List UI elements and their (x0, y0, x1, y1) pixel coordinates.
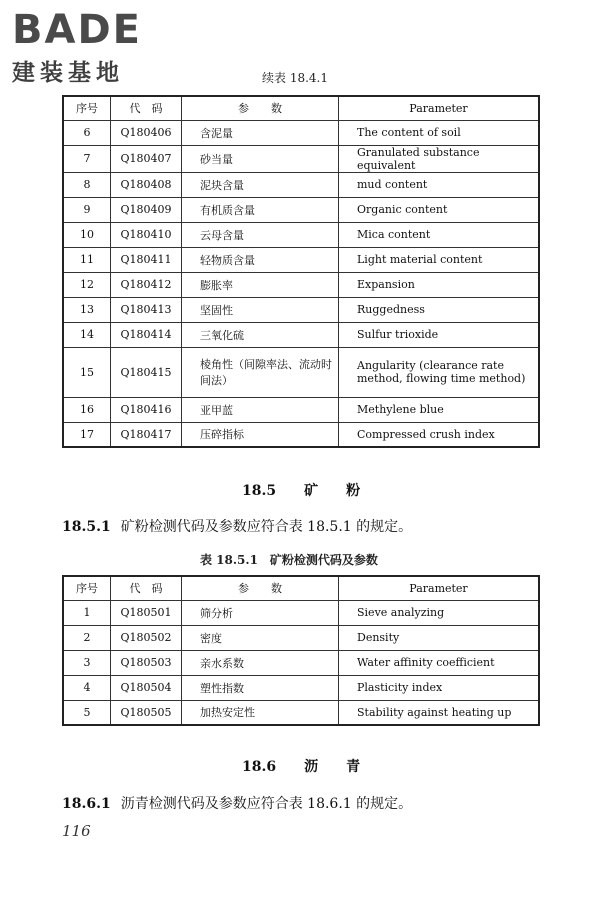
cell-param: 膨胀率 (182, 272, 339, 297)
cell-en: Granulated substance equivalent (339, 145, 540, 172)
cell-no: 9 (63, 197, 111, 222)
logo-word: BADE (12, 7, 142, 53)
section-18-5-title (242, 480, 360, 500)
table-row (63, 322, 539, 347)
cell-code: Q180406 (111, 120, 182, 145)
cell-code: Q180407 (111, 145, 182, 172)
cell-code: Q180502 (111, 625, 182, 650)
cell-param: 砂当量 (182, 145, 339, 172)
cell-code: Q180413 (111, 297, 182, 322)
cell-code: Q180416 (111, 397, 182, 422)
cell-en: Mica content (339, 222, 540, 247)
cell-param: 轻物质含量 (182, 247, 339, 272)
table-row (63, 700, 539, 725)
cell-en: The content of soil (339, 120, 540, 145)
table-header-row (63, 576, 539, 600)
table-18-5-1 (62, 575, 540, 726)
table-row (63, 247, 539, 272)
table-row (63, 222, 539, 247)
cell-no: 12 (63, 272, 111, 297)
table-row (63, 675, 539, 700)
section-number: 18.5 (242, 483, 277, 499)
header-param: 参 数 (182, 96, 339, 120)
header-en: Parameter (339, 576, 540, 600)
cell-no: 1 (63, 600, 111, 625)
cell-code: Q180503 (111, 650, 182, 675)
table-row (63, 600, 539, 625)
cell-en: Compressed crush index (339, 422, 540, 447)
cell-code: Q180415 (111, 347, 182, 397)
table2-caption: 表 18.5.1 矿粉检测代码及参数 (200, 553, 378, 567)
cell-code: Q180411 (111, 247, 182, 272)
clause-text: 矿粉检测代码及参数应符合表 18.5.1 的规定。 (120, 519, 413, 535)
cell-no: 13 (63, 297, 111, 322)
cell-en: Ruggedness (339, 297, 540, 322)
cell-param: 坚固性 (182, 297, 339, 322)
cell-no: 8 (63, 172, 111, 197)
cell-code: Q180409 (111, 197, 182, 222)
cell-param: 亲水系数 (182, 650, 339, 675)
clause-number: 18.6.1 (62, 796, 111, 812)
cell-code: Q180501 (111, 600, 182, 625)
cell-param: 泥块含量 (182, 172, 339, 197)
cell-param: 三氧化硫 (182, 322, 339, 347)
cell-no: 15 (63, 347, 111, 397)
section-number: 18.6 (242, 759, 277, 775)
cell-code: Q180505 (111, 700, 182, 725)
cell-param: 筛分析 (182, 600, 339, 625)
clause-number: 18.5.1 (62, 519, 111, 535)
cell-param: 云母含量 (182, 222, 339, 247)
table-row (63, 422, 539, 447)
section-18-6-title (242, 756, 360, 776)
cell-en: Stability against heating up (339, 700, 540, 725)
cell-code: Q180504 (111, 675, 182, 700)
cell-code: Q180412 (111, 272, 182, 297)
cell-en: Sieve analyzing (339, 600, 540, 625)
paragraph-18-6-1 (62, 793, 412, 813)
cell-en: Plasticity index (339, 675, 540, 700)
table-row (63, 172, 539, 197)
header-no: 序号 (63, 96, 111, 120)
cell-no: 5 (63, 700, 111, 725)
section-name: 矿 粉 (304, 483, 361, 499)
cell-code: Q180417 (111, 422, 182, 447)
logo-subtitle: 建装基地 (12, 60, 124, 86)
table1-caption: 续表 18.4.1 (262, 71, 328, 85)
cell-param: 含泥量 (182, 120, 339, 145)
cell-en: Methylene blue (339, 397, 540, 422)
cell-no: 2 (63, 625, 111, 650)
cell-no: 3 (63, 650, 111, 675)
table-row (63, 347, 539, 397)
cell-param: 压碎指标 (182, 422, 339, 447)
table-18-4-1 (62, 95, 540, 448)
cell-code: Q180414 (111, 322, 182, 347)
cell-param: 有机质含量 (182, 197, 339, 222)
cell-en: Water affinity coefficient (339, 650, 540, 675)
cell-en: Sulfur trioxide (339, 322, 540, 347)
table-row (63, 272, 539, 297)
cell-code: Q180408 (111, 172, 182, 197)
cell-en: Organic content (339, 197, 540, 222)
cell-param: 棱角性（间隙率法、流动时间法） (182, 347, 339, 397)
cell-no: 11 (63, 247, 111, 272)
cell-no: 10 (63, 222, 111, 247)
header-code: 代 码 (111, 576, 182, 600)
table-row (63, 197, 539, 222)
cell-no: 6 (63, 120, 111, 145)
table-header-row (63, 96, 539, 120)
cell-param: 加热安定性 (182, 700, 339, 725)
table-row (63, 120, 539, 145)
cell-en: Light material content (339, 247, 540, 272)
cell-no: 7 (63, 145, 111, 172)
table-row (63, 625, 539, 650)
watermark-logo (12, 8, 182, 88)
table-row (63, 650, 539, 675)
cell-en: Density (339, 625, 540, 650)
header-no: 序号 (63, 576, 111, 600)
page-number: 116 (62, 822, 91, 840)
cell-no: 14 (63, 322, 111, 347)
cell-param: 塑性指数 (182, 675, 339, 700)
cell-en: Expansion (339, 272, 540, 297)
header-en: Parameter (339, 96, 540, 120)
cell-no: 17 (63, 422, 111, 447)
cell-param: 密度 (182, 625, 339, 650)
cell-param: 亚甲蓝 (182, 397, 339, 422)
cell-no: 16 (63, 397, 111, 422)
paragraph-18-5-1 (62, 516, 412, 536)
table-row (63, 145, 539, 172)
cell-code: Q180410 (111, 222, 182, 247)
cell-en: Angularity (clearance rate method, flowing time method) (339, 347, 540, 397)
cell-no: 4 (63, 675, 111, 700)
table-row (63, 297, 539, 322)
clause-text: 沥青检测代码及参数应符合表 18.6.1 的规定。 (120, 796, 413, 812)
header-code: 代 码 (111, 96, 182, 120)
header-param: 参 数 (182, 576, 339, 600)
cell-en: mud content (339, 172, 540, 197)
table-row (63, 397, 539, 422)
section-name: 沥 青 (304, 759, 361, 775)
